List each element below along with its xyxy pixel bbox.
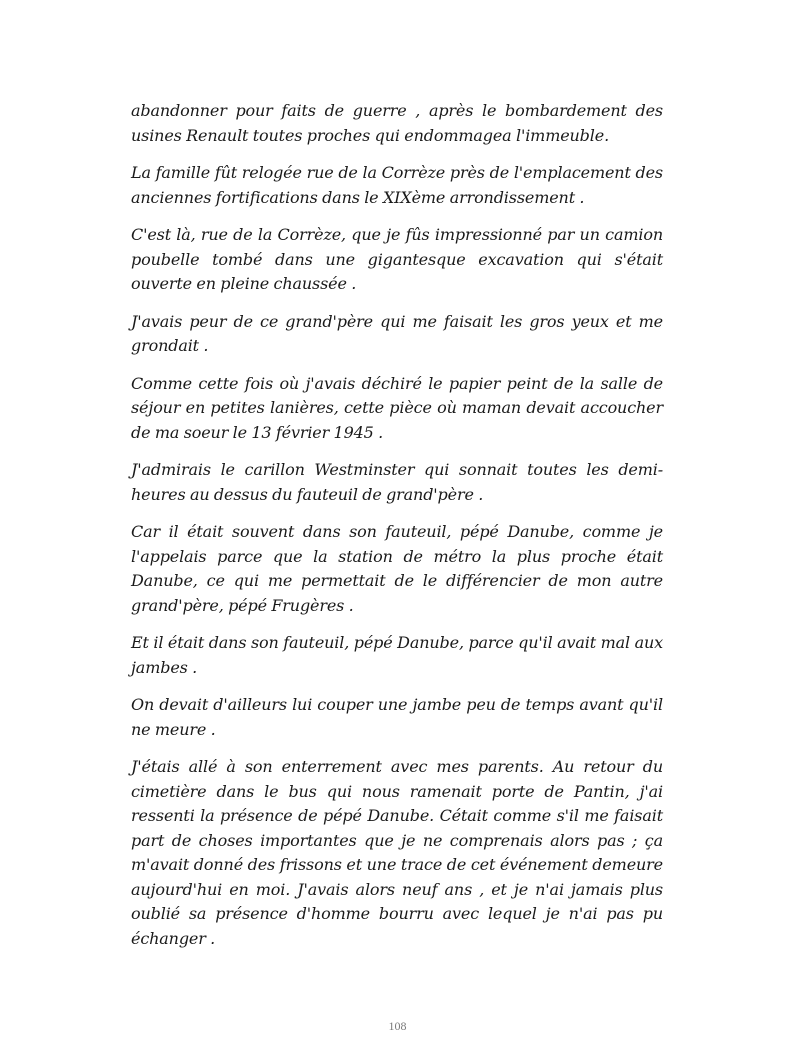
page-number: 108 [388,1019,407,1033]
paragraph: J'étais allé à son enterrement avec mes parents. Au retour du cimetière dans le bus qui nous ramenait porte de Pantin, j'ai ressenti la présence de pépé Danube. Cétait comme s'il me faisait part de choses importantes que je ne comprenais alors pas ; ça m'avait donné des frissons et une trace de cet événement demeure aujourd'hui en moi. J'avais alors neuf ans , et je n'ai jamais plus oublié sa présence d'homme bourru avec lequel je n'ai pas pu échanger . [131,757,663,948]
paragraph: J'admirais le carillon Westminster qui sonnait toutes les demi-heures au dessus du fauteuil de grand'père . [131,460,663,504]
paragraph: Et il était dans son fauteuil, pépé Danube, parce qu'il avait mal aux jambes . [131,633,663,677]
paragraph: Car il était souvent dans son fauteuil, pépé Danube, comme je l'appelais parce que la station de métro la plus proche était Danube, ce qui me permettait de le différencier de mon autre grand'père, pépé Frugères . [131,522,663,615]
paragraph: On devait d'ailleurs lui couper une jambe peu de temps avant qu'il ne meure . [131,695,663,739]
paragraph: J'avais peur de ce grand'père qui me faisait les gros yeux et me grondait . [131,311,663,355]
paragraph: Comme cette fois où j'avais déchiré le papier peint de la salle de séjour en petites lanières, cette pièce où maman devait accoucher de ma soeur le 13 février 1945 . [131,373,663,442]
paragraph: abandonner pour faits de guerre , après le bombardement des usines Renault toutes proches qui endommagea l'immeuble. [131,101,663,145]
paragraph: La famille fût relogée rue de la Corrèze près de l'emplacement des anciennes fortifications dans le XIXème arrondissement . [131,163,663,207]
paragraph: C'est là, rue de la Corrèze, que je fûs impressionné par un camion poubelle tombé dans une gigantesque excavation qui s'était ouverte en pleine chaussée . [131,225,663,293]
body-text [131,99,663,964]
